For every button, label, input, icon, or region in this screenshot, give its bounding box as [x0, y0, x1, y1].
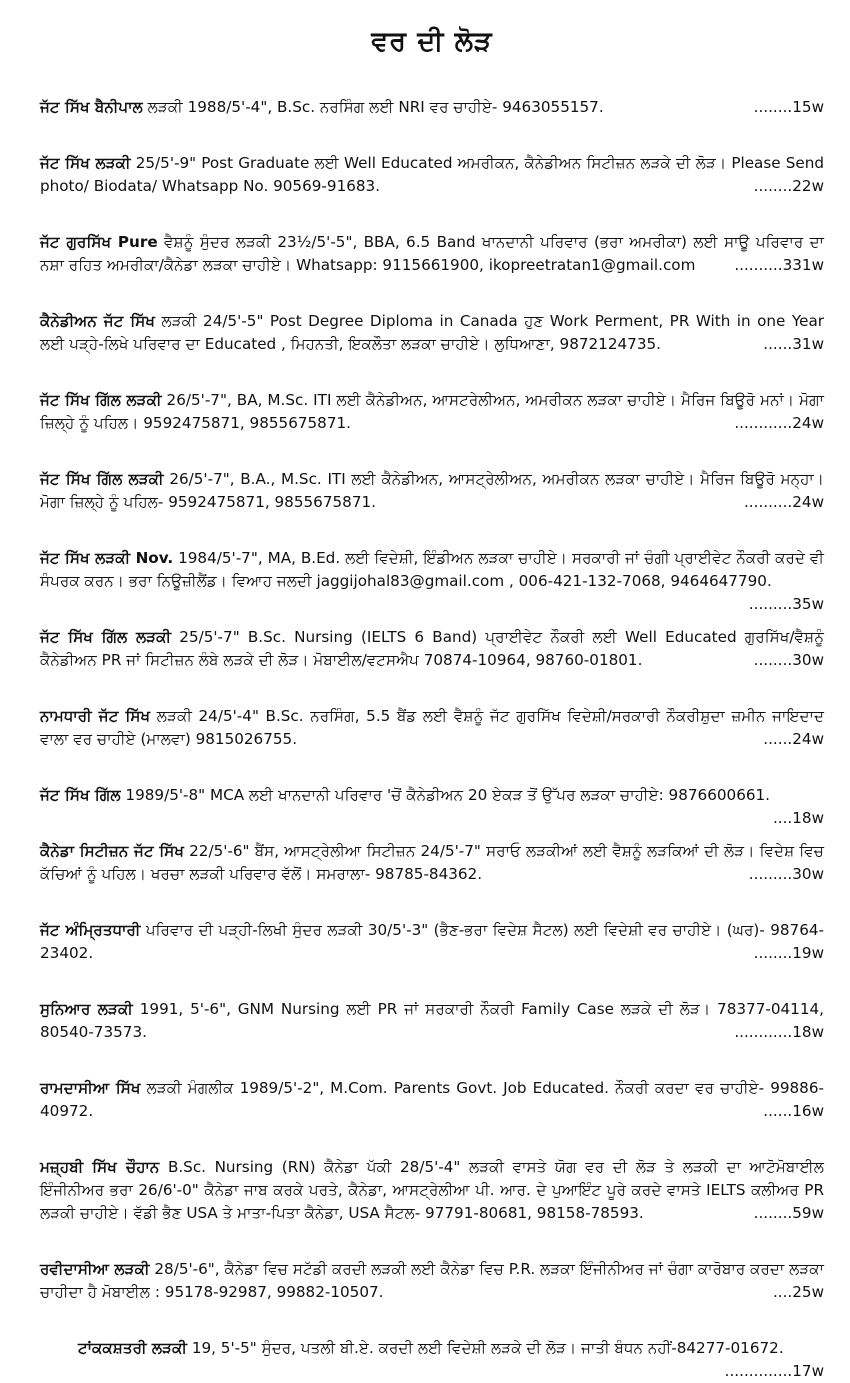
ad-reference: ......16w	[763, 1102, 824, 1120]
list-item	[40, 389, 824, 435]
ad-lead: ਟਾਂਕਕਸ਼ਤਰੀ ਲੜਕੀ	[78, 1339, 187, 1357]
ad-reference: ..............17w	[724, 1362, 824, 1380]
ad-lead: ਜੱਟ ਗੁਰਸਿੱਖ Pure	[40, 233, 158, 251]
ad-body: ਲੜਕੀ 24/5'-4" B.Sc. ਨਰਸਿੰਗ, 5.5 ਬੈਂਡ ਲਈ ਵੈਸ਼ਨੂੰ ਜੱਟ ਗੁਰਸਿੱਖ ਵਿਦੇਸ਼ੀ/ਸਰਕਾਰੀ ਨੌਕਰੀਸ਼ੁਦਾ ਜ਼ਮੀਨ ਜਾਇਦਾਦ ਵਾਲਾ ਵਰ ਚਾਹੀਏ (ਮਾਲਵਾ) 9815026755.	[40, 707, 825, 748]
list-item	[40, 1258, 824, 1304]
ad-lead: ਜੱਟ ਸਿੱਖ ਲੜਕੀ Nov.	[40, 549, 174, 567]
ad-reference: ..........24w	[743, 493, 824, 511]
list-item	[40, 1077, 824, 1123]
ad-body: ਵੈਸ਼ਨੂੰ ਸੁੰਦਰ ਲੜਕੀ 23½/5'-5", BBA, 6.5 Band ਖਾਨਦਾਨੀ ਪਰਿਵਾਰ (ਭਰਾ ਅਮਰੀਕਾ) ਲਈ ਸਾਊ ਪਰਿਵਾਰ ਦਾ ਨਸ਼ਾ ਰਹਿਤ ਅਮਰੀਕਾ/ਕੈਨੇਡਾ ਲੜਕਾ ਚਾਹੀਏ। Whatsapp: 9115661900, ikopreetratan1@gmail.com	[40, 233, 824, 274]
ad-reference: ........19w	[753, 944, 824, 962]
page-title: ਵਰ ਦੀ ਲੋੜ	[371, 26, 493, 57]
ad-lead: ਜੱਟ ਸਿੱਖ ਗਿੱਲ ਲੜਕੀ	[40, 391, 162, 409]
ad-lead: ਕੈਨੇਡੀਅਨ ਜੱਟ ਸਿੱਖ	[40, 312, 155, 330]
ad-body: 26/5'-7", BA, M.Sc. ITI ਲਈ ਕੈਨੇਡੀਅਨ, ਆਸਟਰੇਲੀਅਨ, ਅਮਰੀਕਨ ਲੜਕਾ ਚਾਹੀਏ। ਮੈਰਿਜ ਬਿਊਰੋ ਮਨਾਂ। ਮੋਗਾ ਜ਼ਿਲ੍ਹੇ ਨੂੰ ਪਹਿਲ। 9592475871, 9855675871.	[40, 391, 825, 432]
ad-lead: ਰਵੀਦਾਸੀਆ ਲੜਕੀ	[40, 1260, 150, 1278]
ad-lead: ਸੁਨਿਆਰ ਲੜਕੀ	[40, 1000, 133, 1018]
ad-reference: ........22w	[753, 177, 824, 195]
ad-body: B.Sc. Nursing (RN) ਕੈਨੇਡਾ ਪੱਕੀ 28/5'-4" ਲੜਕੀ ਵਾਸਤੇ ਯੋਗ ਵਰ ਦੀ ਲੋੜ ਤੇ ਲੜਕੀ ਦਾ ਆਟੋਮੋਬਾਈਲ ਇੰਜੀਨੀਅਰ ਭਰਾ 26/6'-0" ਕੈਨੇਡਾ ਜਾਬ ਕਰਕੇ ਪਰਤੇ, ਕੈਨੇਡਾ, ਆਸਟ੍ਰੇਲੀਆ ਪੀ. ਆਰ. ਦੇ ਪੁਆਇੰਟ ਪੂਰੇ ਕਰਦੇ ਵਾਸਤੇ IELTS ਕਲੀਅਰ PR ਲੜਕੀ ਚਾਹੀਏ। ਵੱਡੀ ਭੈਣ USA ਤੇ ਮਾਤਾ-ਪਿਤਾ ਕੈਨੇਡਾ, USA ਸੈਟਲ- 97791-80681, 98158-78593.	[40, 1158, 824, 1222]
ad-reference: ............18w	[734, 1023, 824, 1041]
ad-body: ਪਰਿਵਾਰ ਦੀ ਪੜ੍ਹੀ-ਲਿਖੀ ਸੁੰਦਰ ਲੜਕੀ 30/5'-3" (ਭੈਣ-ਭਰਾ ਵਿਦੇਸ਼ ਸੈਟਲ) ਲਈ ਵਿਦੇਸ਼ੀ ਵਰ ਚਾਹੀਏ। (ਘਰ)- 98764-23402.	[40, 921, 824, 962]
ad-reference: ........15w	[753, 98, 824, 116]
list-item	[40, 840, 824, 886]
ad-body: 19, 5'-5" ਸੁੰਦਰ, ਪਤਲੀ ਬੀ.ਏ. ਕਰਦੀ ਲਈ ਵਿਦੇਸ਼ੀ ਲੜਕੇ ਦੀ ਲੋੜ। ਜਾਤੀ ਬੰਧਨ ਨਹੀਂ-84277-01672.	[191, 1339, 784, 1357]
ad-reference: ..........331w	[734, 256, 824, 274]
ad-lead: ਜੱਟ ਸਿੱਖ ਬੈਨੀਪਾਲ	[40, 98, 143, 116]
ad-lead: ਜੱਟ ਸਿੱਖ ਗਿੱਲ	[40, 786, 121, 804]
list-item	[40, 547, 825, 613]
ad-reference: .........30w	[748, 865, 824, 883]
list-item	[40, 1156, 824, 1225]
ad-reference: ........59w	[753, 1204, 824, 1222]
ad-reference: .........35w	[748, 595, 824, 613]
list-item	[40, 152, 824, 198]
ad-body: 28/5'-6", ਕੈਨੇਡਾ ਵਿਚ ਸਟੱਡੀ ਕਰਦੀ ਲੜਕੀ ਲਈ ਕੈਨੇਡਾ ਵਿਚ P.R. ਲੜਕਾ ਇੰਜੀਨੀਅਰ ਜਾਂ ਚੰਗਾ ਕਾਰੋਬਾਰ ਕਰਦਾ ਲੜਕਾ ਚਾਹੀਦਾ ਹੈ ਮੋਬਾਈਲ : 95178-92987, 99882-10507.	[40, 1260, 824, 1301]
ad-reference: ....25w	[772, 1283, 824, 1301]
ad-body: 25/5'-7" B.Sc. Nursing (IELTS 6 Band) ਪ੍ਰਾਈਵੇਟ ਨੌਕਰੀ ਲਈ Well Educated ਗੁਰਸਿੱਖ/ਵੈਸ਼ਨੂੰ ਕੈਨੇਡੀਅਨ PR ਜਾਂ ਸਿਟੀਜ਼ਨ ਲੰਬੇ ਲੜਕੇ ਦੀ ਲੋੜ। ਮੋਬਾਈਲ/ਵਟਸਐਪ 70874-10964, 98760-01801.	[40, 628, 825, 669]
ad-body: 1984/5'-7", MA, B.Ed. ਲਈ ਵਿਦੇਸ਼ੀ, ਇੰਡੀਅਨ ਲੜਕਾ ਚਾਹੀਏ। ਸਰਕਾਰੀ ਜਾਂ ਚੰਗੀ ਪ੍ਰਾਈਵੇਟ ਨੌਕਰੀ ਕਰਦੇ ਵੀ ਸੰਪਰਕ ਕਰਨ। ਭਰਾ ਨਿਊਜ਼ੀਲੈਂਡ। ਵਿਆਹ ਜਲਦੀ jaggijohal83@gmail.com , 006-421-132-7068, 9464647790.	[40, 549, 825, 590]
ad-reference: ........30w	[753, 651, 824, 669]
ad-lead: ਜੱਟ ਸਿੱਖ ਗਿੱਲ ਲੜਕੀ	[40, 628, 172, 646]
ad-body: ਲੜਕੀ 24/5'-5" Post Degree Diploma in Canada ਹੁਣ Work Perment, PR With in one Year ਲਈ ਪੜ੍ਹੇ-ਲਿਖੇ ਪਰਿਵਾਰ ਦਾ Educated , ਮਿਹਨਤੀ, ਇਕਲੌਤਾ ਲੜਕਾ ਚਾਹੀਏ। ਲੁਧਿਆਣਾ, 9872124735.	[40, 312, 824, 353]
list-item	[40, 310, 824, 356]
ad-lead: ਨਾਮਧਾਰੀ ਜੱਟ ਸਿੱਖ	[40, 707, 151, 725]
ad-lead: ਕੈਨੇਡਾ ਸਿਟੀਜ਼ਨ ਜੱਟ ਸਿੱਖ	[40, 842, 184, 860]
list-item	[40, 705, 824, 751]
list-item	[40, 626, 824, 672]
ad-body: 25/5'-9" Post Graduate ਲਈ Well Educated ਅਮਰੀਕਨ, ਕੈਨੇਡੀਅਨ ਸਿਟੀਜ਼ਨ ਲੜਕੇ ਦੀ ਲੋੜ। Please Send photo/ Biodata/ Whatsapp No. 90569-91683.	[40, 154, 824, 195]
ad-body: 22/5'-6" ਬੈਂਸ, ਆਸਟ੍ਰੇਲੀਆ ਸਿਟੀਜ਼ਨ 24/5'-7" ਸਰਾਓ ਲੜਕੀਆਂ ਲਈ ਵੈਸ਼ਨੂੰ ਲੜਕਿਆਂ ਦੀ ਲੋੜ। ਵਿਦੇਸ਼ ਵਿਚ ਕੱਚਿਆਂ ਨੂੰ ਪਹਿਲ। ਖਰਚਾ ਲੜਕੀ ਪਰਿਵਾਰ ਵੱਲੋਂ। ਸਮਰਾਲਾ- 98785-84362.	[40, 842, 824, 883]
ad-reference: ............24w	[734, 414, 824, 432]
list-item	[40, 998, 824, 1044]
ad-reference: ......31w	[763, 335, 824, 353]
list-item	[40, 231, 824, 277]
ad-body: ਲੜਕੀ ਮੰਗਲੀਕ 1989/5'-2", M.Com. Parents Govt. Job Educated. ਨੌਕਰੀ ਕਰਦਾ ਵਰ ਚਾਹੀਏ- 99886-40972.	[40, 1079, 824, 1120]
ad-body: ਲੜਕੀ 1988/5'-4", B.Sc. ਨਰਸਿੰਗ ਲਈ NRI ਵਰ ਚਾਹੀਏ- 9463055157.	[147, 98, 604, 116]
list-item	[40, 1337, 824, 1380]
ad-lead: ਜੱਟ ਸਿੱਖ ਲੜਕੀ	[40, 154, 131, 172]
list-item	[40, 919, 824, 965]
list-item	[40, 468, 824, 514]
list-item	[40, 96, 824, 119]
ad-body: 1989/5'-8" MCA ਲਈ ਖਾਨਦਾਨੀ ਪਰਿਵਾਰ 'ਚੋਂ ਕੈਨੇਡੀਅਨ 20 ਏਕੜ ਤੋਂ ਉੱਪਰ ਲੜਕਾ ਚਾਹੀਏ: 9876600661.	[125, 786, 771, 804]
ad-body: 1991, 5'-6", GNM Nursing ਲਈ PR ਜਾਂ ਸਰਕਾਰੀ ਨੌਕਰੀ Family Case ਲੜਕੇ ਦੀ ਲੋੜ। 78377-04114, 80540-73573.	[40, 1000, 824, 1041]
ad-reference: ......24w	[763, 730, 824, 748]
list-item	[40, 784, 824, 827]
ad-lead: ਰਾਮਦਾਸੀਆ ਸਿੱਖ	[40, 1079, 141, 1097]
ad-body: 26/5'-7", B.A., M.Sc. ITI ਲਈ ਕੈਨੇਡੀਅਨ, ਆਸਟ੍ਰੇਲੀਅਨ, ਅਮਰੀਕਨ ਲੜਕਾ ਚਾਹੀਏ। ਮੈਰਿਜ ਬਿਊਰੋ ਮਨ੍ਹਾ। ਮੋਗਾ ਜ਼ਿਲ੍ਹੇ ਨੂੰ ਪਹਿਲ- 9592475871, 9855675871.	[40, 470, 825, 511]
ad-lead: ਜੱਟ ਸਿੱਖ ਗਿੱਲ ਲੜਕੀ	[40, 470, 164, 488]
matrimonial-ads-list	[40, 96, 825, 1380]
ad-reference: ....18w	[772, 809, 824, 827]
ad-lead: ਮਜ਼੍ਹਬੀ ਸਿੱਖ ਚੌਹਾਨ	[40, 1158, 160, 1176]
ad-lead: ਜੱਟ ਅੰਮ੍ਰਿਤਧਾਰੀ	[40, 921, 141, 939]
